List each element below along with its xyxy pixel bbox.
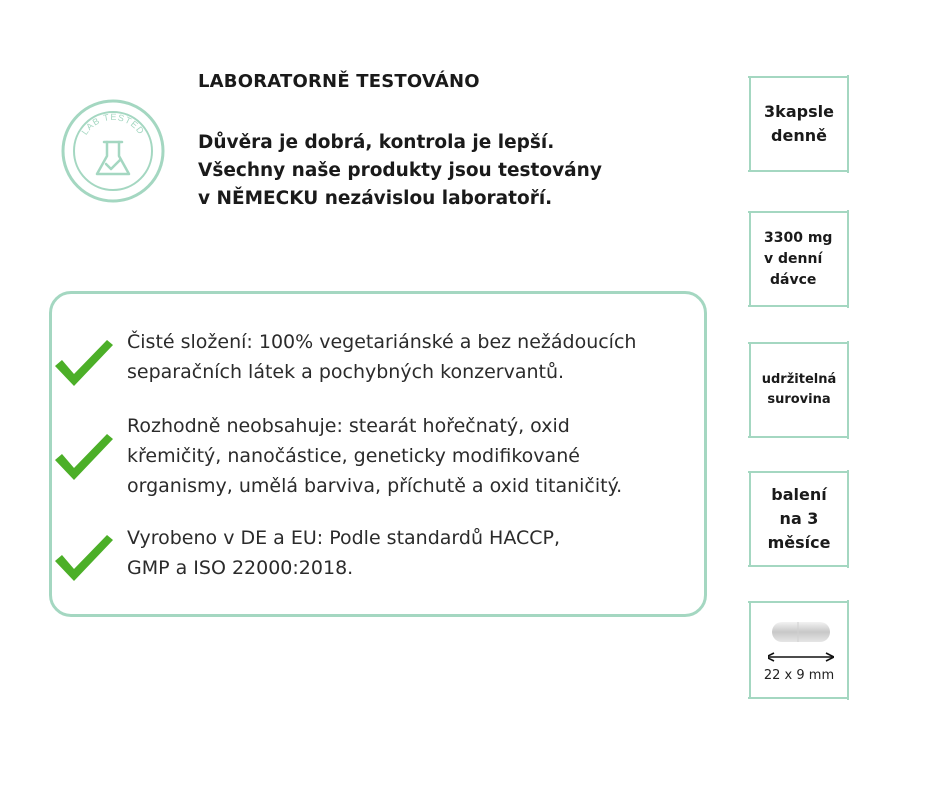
tagline-line: v NĚMECKU nezávislou laboratoří. xyxy=(198,188,553,209)
info-box-line: v denní xyxy=(764,250,823,267)
page-title: LABORATORNĚ TESTOVÁNO xyxy=(198,71,480,92)
svg-text:LAB TESTED xyxy=(79,112,146,137)
info-box-line: 3kapsle xyxy=(764,102,834,121)
feature-item xyxy=(127,327,707,387)
feature-item xyxy=(127,523,707,583)
tagline xyxy=(198,129,678,213)
checkmark-icon xyxy=(52,430,114,482)
checkmark-icon xyxy=(52,336,114,388)
capsule-icon xyxy=(768,620,834,670)
feature-line: organismy, umělá barviva, příchutě a oxid titaničitý. xyxy=(127,475,623,497)
info-box-line: udržitelná xyxy=(761,372,837,387)
tagline-line: Všechny naše produkty jsou testovány xyxy=(198,160,602,181)
info-box-line: denně xyxy=(771,126,827,145)
lab-tested-badge xyxy=(60,98,166,204)
feature-line: Čisté složení: 100% vegetariánské a bez nežádoucích xyxy=(127,331,637,353)
info-box-line: na 3 xyxy=(779,509,819,528)
feature-line: křemičitý, nanočástice, geneticky modifikované xyxy=(127,445,580,467)
info-box-sustainable xyxy=(748,341,850,439)
flask-check-icon xyxy=(97,142,129,174)
info-box-line: dávce xyxy=(770,271,817,288)
info-box-capsule-size xyxy=(748,600,850,700)
feature-line: Vyrobeno v DE a EU: Podle standardů HACCP, xyxy=(127,527,561,549)
checkmark-icon xyxy=(52,531,114,583)
info-box-daily-dose xyxy=(748,210,850,308)
tagline-line: Důvěra je dobrá, kontrola je lepší. xyxy=(198,132,555,153)
info-box-line: surovina xyxy=(767,392,831,407)
info-box-line: měsíce xyxy=(767,533,831,552)
feature-line: Rozhodně neobsahuje: stearát hořečnatý, oxid xyxy=(127,415,570,437)
info-box-package xyxy=(748,470,850,568)
info-box-daily-capsules xyxy=(748,75,850,173)
feature-item xyxy=(127,411,707,501)
info-box-line: 3300 mg xyxy=(764,229,833,246)
feature-line: GMP a ISO 22000:2018. xyxy=(127,557,354,579)
capsule-size-label: 22 x 9 mm xyxy=(763,668,835,683)
feature-line: separačních látek a pochybných konzervantů. xyxy=(127,361,565,383)
info-box-line: balení xyxy=(771,485,827,504)
badge-text: LAB TESTED xyxy=(79,111,147,137)
